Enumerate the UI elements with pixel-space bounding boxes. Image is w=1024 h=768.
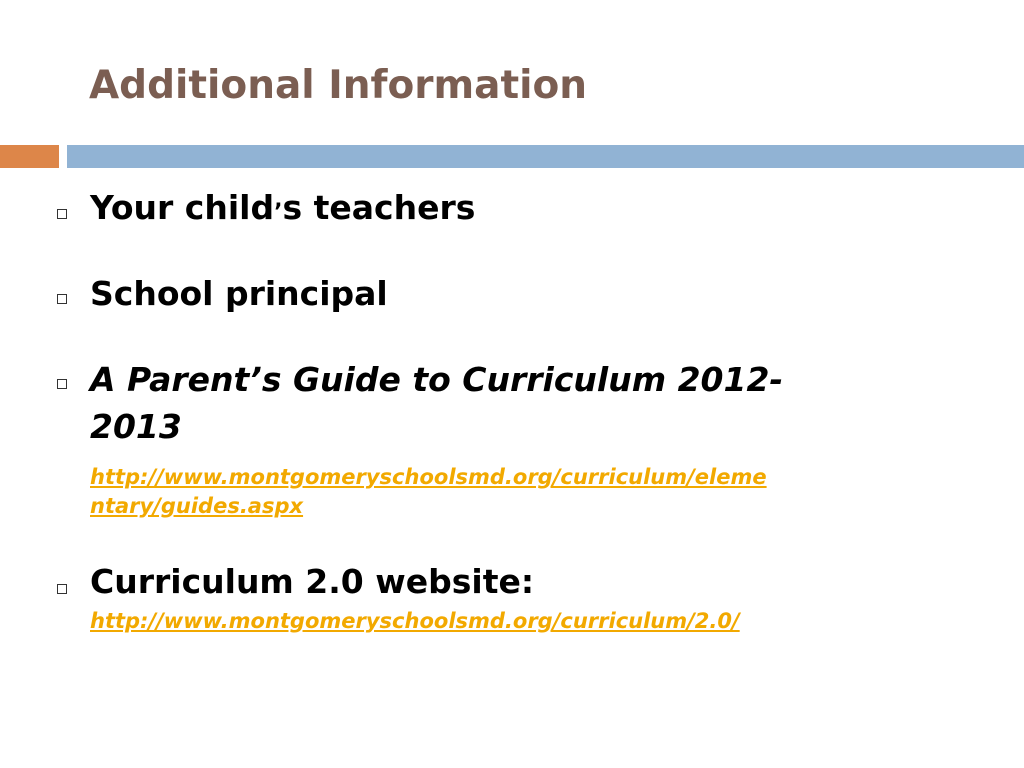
slide-title: Additional Information <box>89 63 588 108</box>
accent-bar-orange <box>0 145 59 168</box>
bullet-item-guide-line1: A Parent’s Guide to Curriculum 2012- <box>90 360 784 399</box>
item-text: Your child <box>90 188 275 227</box>
hollow-square-icon <box>57 209 67 219</box>
bullet-item-curriculum-website: Curriculum 2.0 website: <box>90 562 535 601</box>
bullet-item-guide-line2: 2013 <box>90 407 182 446</box>
guide-link-line1[interactable]: http://www.montgomeryschoolsmd.org/curriculum/eleme <box>90 465 767 489</box>
hollow-square-icon <box>57 294 67 304</box>
item-text: s teachers <box>282 188 476 227</box>
bullet-item-teachers <box>90 186 475 235</box>
bullet-item-principal: School principal <box>90 274 388 313</box>
accent-bar-blue <box>67 145 1024 168</box>
guide-link-line2[interactable]: ntary/guides.aspx <box>90 494 304 518</box>
hollow-square-icon <box>57 379 67 389</box>
curriculum-website-link[interactable]: http://www.montgomeryschoolsmd.org/curriculum/2.0/ <box>90 609 740 633</box>
hollow-square-icon <box>57 584 67 594</box>
item-apostrophe: ’ <box>274 200 283 225</box>
